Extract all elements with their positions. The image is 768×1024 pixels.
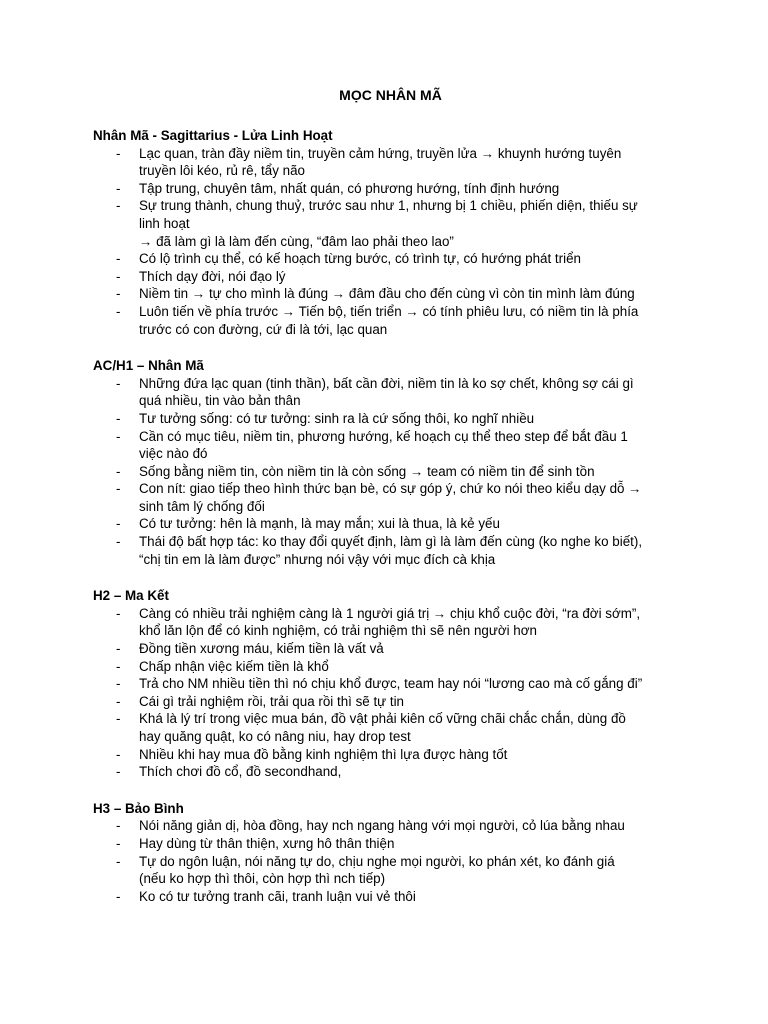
section-heading: Nhân Mã - Sagittarius - Lửa Linh Hoạt [93,128,333,143]
list-item-line: sinh tâm lý chống đối [139,498,265,514]
list-item [93,533,688,568]
list-item-line: - Có tư tưởng: hên là mạnh, là may mắn; xui là thua, là kẻ yếu [139,516,500,532]
list-item-line: - Khá là lý trí trong việc mua bán, đồ vật phải kiên cố vững chãi chắc chắn, dùng đồ [139,711,626,727]
list-item-line: - Cái gì trải nghiệm rồi, trải qua rồi thì sẽ tự tin [139,693,404,709]
document-body [93,127,688,905]
list-item-line: - Cần có mục tiêu, niềm tin, phương hướng, kế hoạch cụ thể theo step để bắt đầu 1 [139,428,628,444]
list-item [93,197,688,250]
list-item-line: hay quăng quật, ko có nâng niu, hay drop test [139,729,411,744]
section [93,127,688,338]
list-item-line: - Thích dạy đời, nói đạo lý [139,268,286,284]
list-item [93,410,688,428]
list-item [93,710,688,745]
list-item-line: - Thái độ bất hợp tác: ko thay đổi quyết định, làm gì là làm đến cùng (ko nghe ko biết), [139,534,643,550]
list-item-line: - Luôn tiến về phía trước → Tiến bộ, tiến triển → có tính phiêu lưu, có niềm tin là phía [139,303,639,319]
list-item [93,605,688,640]
list-item-line: - Có lộ trình cụ thể, có kế hoạch từng bước, có trình tự, có hướng phát triển [139,251,581,267]
list-item-line: - Ko có tư tưởng tranh cãi, tranh luận vui vẻ thôi [139,888,416,904]
list-item-line: - Chấp nhận việc kiếm tiền là khổ [139,658,329,674]
list-item [93,675,688,693]
list-item [93,463,688,481]
bullet-list [93,817,688,905]
list-item [93,285,688,303]
list-item-line: - Đồng tiền xương máu, kiếm tiền là vất vả [139,641,384,657]
list-item-line: - Càng có nhiều trải nghiệm càng là 1 người giá trị → chịu khổ cuộc đời, “ra đời sớm”, [139,605,641,621]
list-item [93,515,688,533]
list-item [93,888,688,906]
list-item [93,145,688,180]
list-item-line: - Niềm tin → tự cho mình là đúng → đâm đầu cho đến cùng vì còn tin mình làm đúng [139,286,635,302]
bullet-list [93,375,688,569]
list-item-line: - Tư tưởng sống: có tư tưởng: sinh ra là cứ sống thôi, ko nghĩ nhiều [139,410,535,426]
list-item [93,303,688,338]
section [93,800,688,906]
list-item-line: linh hoạt [139,215,190,231]
list-item-line: - Trả cho NM nhiều tiền thì nó chịu khổ được, team hay nói “lương cao mà cố gắng đi” [139,676,643,692]
document-title: MỌC NHÂN MÃ [339,87,442,103]
list-item [93,375,688,410]
list-item-line: - Sống bằng niềm tin, còn niềm tin là còn sống → team có niềm tin để sinh tồn [139,463,595,479]
list-item-line: - Thích chơi đồ cổ, đồ secondhand, [139,764,342,780]
list-item-line: (nếu ko hợp thì thôi, còn hợp thì nch tiếp) [139,871,386,887]
list-item-line: - Lạc quan, tràn đầy niềm tin, truyền cảm hứng, truyền lửa → khuynh hướng tuyên [139,145,622,161]
list-item-line: trước có con đường, cứ đi là tới, lạc quan [139,321,388,337]
list-item-line: “chị tin em là làm được” nhưng nói vậy với mục đích cà khịa [139,551,496,567]
section-heading: H2 – Ma Kết [93,588,169,604]
list-item [93,640,688,658]
list-item-line: khổ lăn lộn để có kinh nghiệm, có trải nghiệm thì sẽ nên người hơn [139,623,537,639]
list-item [93,250,688,268]
list-item-line: - Sự trung thành, chung thuỷ, trước sau như 1, nhưng bị 1 chiều, phiến diện, thiếu sự [139,198,638,214]
list-item [93,180,688,198]
list-item [93,268,688,286]
list-item [93,658,688,676]
list-item [93,693,688,711]
list-item-line: - Tự do ngôn luận, nói năng tự do, chịu nghe mọi người, ko phán xét, ko đánh giá [139,853,615,869]
bullet-list [93,605,688,781]
bullet-list [93,145,688,339]
list-item [93,763,688,781]
section-heading: AC/H1 – Nhân Mã [93,358,204,374]
list-item [93,817,688,835]
list-item-line: - Hay dùng từ thân thiện, xưng hô thân thiện [139,835,395,851]
list-item-line: việc nào đó [139,446,208,462]
list-item-line: - Nói năng giản dị, hòa đồng, hay nch ngang hàng với mọi người, cỏ lúa bằng nhau [139,818,625,834]
list-item-line: - Tập trung, chuyên tâm, nhất quán, có phương hướng, tính định hướng [139,180,560,196]
list-item-line: truyền lôi kéo, rủ rê, tẩy não [139,163,305,179]
list-item-line: quá nhiều, tin vào bản thân [139,393,301,409]
list-item-line: - Nhiều khi hay mua đồ bằng kinh nghiệm thì lựa được hàng tốt [139,746,508,762]
section [93,587,688,781]
section-heading: H3 – Bảo Bình [93,800,184,816]
list-item-line: → đã làm gì là làm đến cùng, “đâm lao phải theo lao” [139,233,454,249]
list-item [93,835,688,853]
list-item [93,480,688,515]
list-item [93,746,688,764]
list-item-line: - Những đứa lạc quan (tinh thần), bất cần đời, niềm tin là ko sợ chết, không sợ cái gì [139,375,634,391]
list-item-line: - Con nít: giao tiếp theo hình thức bạn bè, có sự góp ý, chứ ko nói theo kiểu dạy dỗ → [139,481,642,497]
list-item [93,428,688,463]
section [93,357,688,568]
list-item [93,853,688,888]
